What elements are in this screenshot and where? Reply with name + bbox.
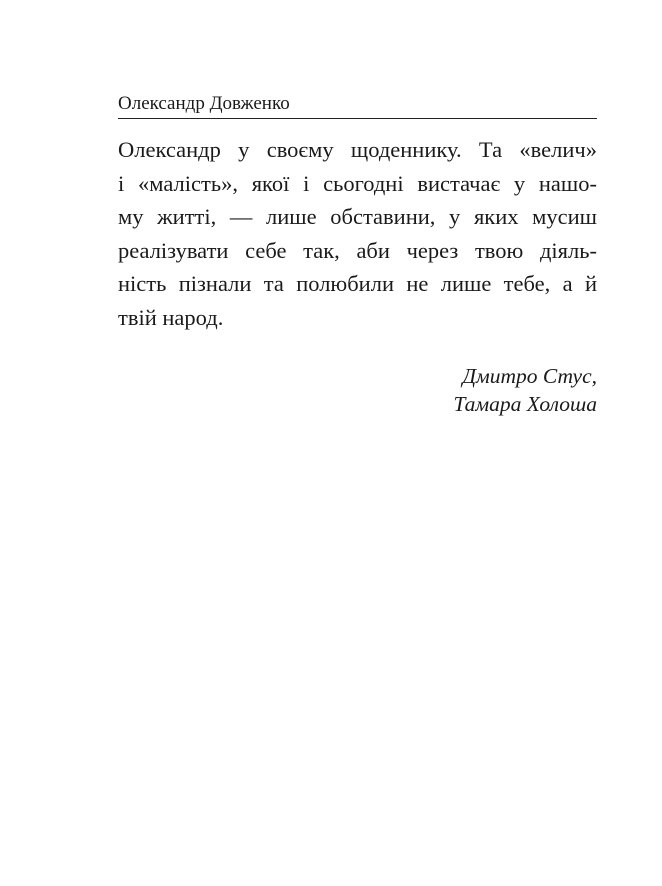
paragraph-line: твій народ. [118, 304, 224, 330]
signature-author: Тамара Холоша [453, 392, 597, 416]
paragraph-line: реалізувати себе так, аби через твою діяль- [118, 237, 597, 263]
body-paragraph [118, 133, 597, 334]
paragraph-line: му житті, — лише обставини, у яких мусиш [118, 204, 597, 229]
signature-block [118, 362, 597, 418]
paragraph-line: Олександр у своєму щоденнику. Та «велич» [118, 137, 597, 162]
book-page [118, 92, 597, 418]
paragraph-line: ність пізнали та полюбили не лише тебе, а й [118, 271, 597, 296]
signature-author: Дмитро Стус, [462, 364, 597, 388]
paragraph-line: і «малість», якої і сьогодні вистачає у нашо- [118, 170, 597, 196]
running-header: Олександр Довженко [118, 92, 597, 119]
